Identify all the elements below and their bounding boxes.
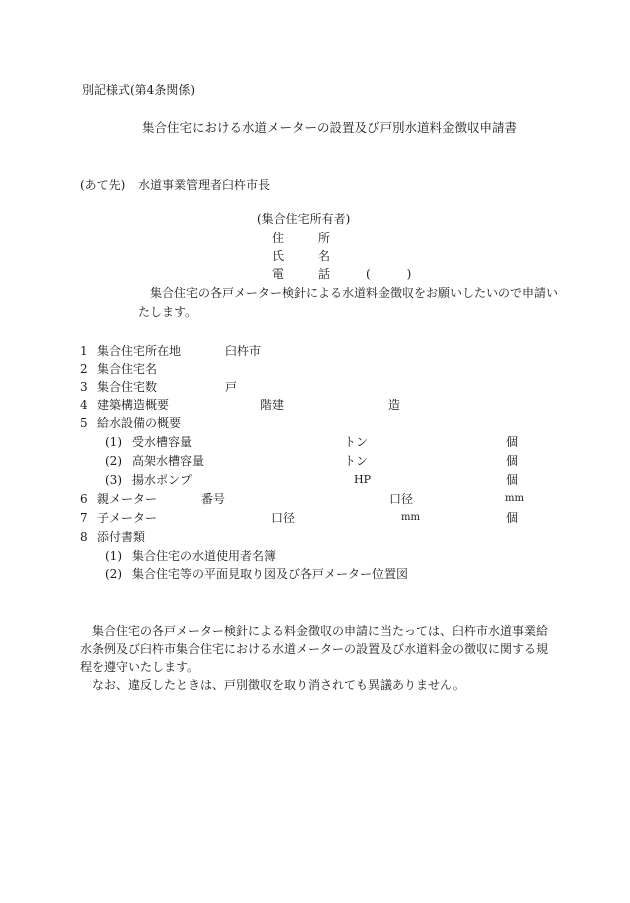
- item-4-unit-structure: 造: [388, 398, 401, 412]
- item-8-number: 8: [80, 530, 88, 544]
- item-6-number-field: 番号: [201, 492, 226, 506]
- phone-label-char2: 話: [318, 267, 331, 281]
- item-8-1-number: (1): [105, 549, 122, 563]
- item-5-2-unit: トン: [344, 454, 369, 468]
- item-5-number: 5: [80, 416, 88, 430]
- item-5-1-label: 受水槽容量: [132, 435, 193, 449]
- item-3-unit: 戸: [225, 380, 238, 394]
- form-label: 別記様式(第4条関係): [82, 83, 195, 97]
- item-1-number: 1: [80, 344, 88, 358]
- item-3-label: 集合住宅数: [97, 380, 158, 394]
- address-label-char2: 所: [318, 231, 331, 245]
- item-5-3-count: 個: [506, 473, 519, 487]
- name-label-char1: 氏: [272, 249, 285, 263]
- item-7-diameter-field: 口径: [271, 511, 296, 525]
- item-2-number: 2: [80, 362, 88, 376]
- pledge-note: なお、違反したときは、戸別徴収を取り消されても異議ありません。: [92, 678, 465, 692]
- item-1-label: 集合住宅所在地: [97, 344, 182, 358]
- item-5-3-label: 揚水ポンプ: [132, 473, 193, 487]
- item-8-label: 添付書類: [97, 530, 146, 544]
- item-5-2-label: 高架水槽容量: [132, 454, 205, 468]
- item-7-label: 子メーター: [97, 511, 158, 525]
- document-title: 集合住宅における水道メーターの設置及び戸別水道料金徴収申請書: [142, 120, 518, 135]
- item-6-number: 6: [80, 492, 88, 506]
- item-4-number: 4: [80, 398, 88, 412]
- phone-area-code-paren: ( ): [366, 267, 412, 281]
- phone-label-char1: 電: [272, 267, 285, 281]
- item-8-2-number: (2): [105, 567, 122, 581]
- item-8-2-label: 集合住宅等の平面見取り図及び各戸メーター位置図: [132, 567, 409, 581]
- item-4-label: 建築構造概要: [97, 398, 170, 412]
- item-5-3-unit: HP: [354, 473, 371, 486]
- item-2-label: 集合住宅名: [97, 362, 158, 376]
- item-5-1-unit: トン: [344, 435, 369, 449]
- pledge-paragraph: 集合住宅の各戸メーター検針による料金徴収の申請に当たっては、臼杵市水道事業給水条例及び臼杵市集合住宅における水道メーターの設置及び水道料金の徴収に関する規程を遵守いたします。: [80, 624, 549, 674]
- addressee-name: 水道事業管理者臼杵市長: [138, 178, 271, 192]
- item-8-1-label: 集合住宅の水道使用者名簿: [132, 549, 277, 563]
- applicant-heading: (集合住宅所有者): [257, 212, 351, 226]
- name-label-char2: 名: [318, 249, 331, 263]
- item-7-number: 7: [80, 511, 88, 525]
- request-line-2: たします。: [138, 305, 198, 319]
- item-4-unit-floors: 階建: [260, 398, 285, 412]
- item-3-number: 3: [80, 380, 88, 394]
- item-5-label: 給水設備の概要: [97, 416, 182, 430]
- addressee-label: (あて先): [80, 178, 126, 192]
- item-1-value: 臼杵市: [225, 344, 262, 358]
- item-7-count: 個: [506, 511, 519, 525]
- item-5-2-number: (2): [105, 454, 122, 468]
- item-5-1-number: (1): [105, 435, 122, 449]
- item-7-unit: mm: [401, 512, 420, 523]
- item-6-label: 親メーター: [97, 492, 158, 506]
- item-5-3-number: (3): [105, 473, 122, 487]
- item-5-1-count: 個: [506, 435, 519, 449]
- item-5-2-count: 個: [506, 454, 519, 468]
- request-line-1: 集合住宅の各戸メーター検針による水道料金徴収をお願いしたいので申請い: [150, 286, 559, 300]
- address-label-char1: 住: [272, 231, 285, 245]
- item-6-unit: mm: [505, 493, 524, 504]
- item-6-diameter-field: 口径: [389, 492, 414, 506]
